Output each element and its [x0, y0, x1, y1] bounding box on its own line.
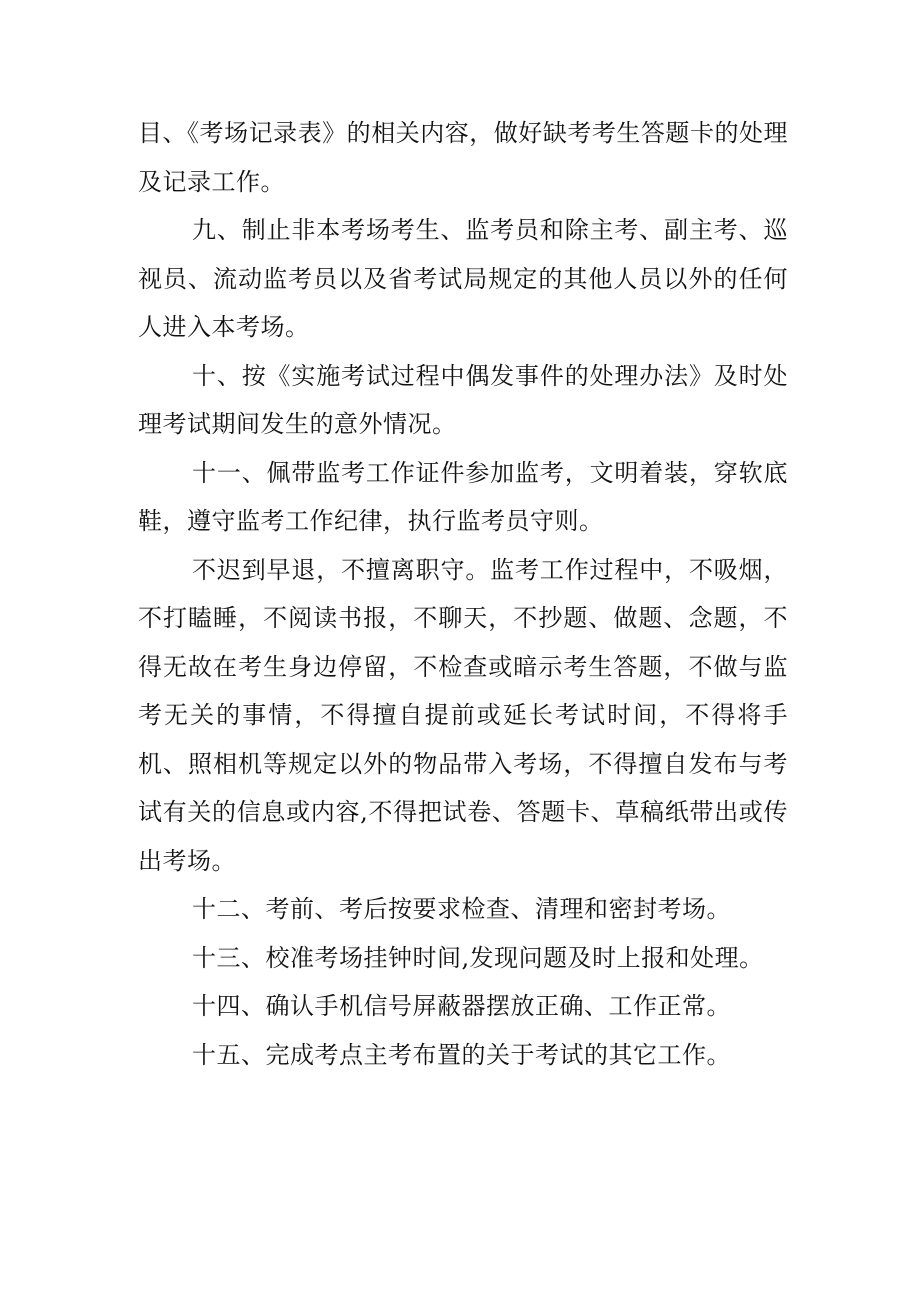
document-body [138, 109, 788, 1079]
paragraph-item-13: 十三、校准考场挂钟时间,发现问题及时上报和处理。 [192, 943, 764, 972]
paragraph-item-9: 九、制止非本考场考生、监考员和除主考、副主考、巡视员、流动监考员以及省考试局规定的其他人员以外的任何人进入本考场。 [138, 216, 788, 341]
paragraph-item-10: 十、按《实施考试过程中偶发事件的处理办法》及时处理考试期间发生的意外情况。 [138, 361, 788, 438]
paragraph-item-14: 十四、确认手机信号屏蔽器摆放正确、工作正常。 [192, 992, 731, 1020]
paragraph-continuation: 目、《考场记录表》的相关内容，做好缺考考生答题卡的处理及记录工作。 [138, 119, 788, 196]
paragraph-conduct-rules: 不迟到早退，不擅离职守。监考工作过程中，不吸烟，不打瞌睡，不阅读书报，不聊天，不抄题、做题、念题，不得无故在考生身边停留，不检查或暗示考生答题，不做与监考无关的事情，不得擅自提前或延长考试时间，不得将手机、照相机等规定以外的物品带入考场，不得擅自发布与考试有关的信息或内容,不得把试卷、答题卡、草稿纸带出或传出考场。 [138, 555, 788, 875]
paragraph-item-15: 十五、完成考点主考布置的关于考试的其它工作。 [192, 1040, 731, 1069]
paragraph-item-11: 十一、佩带监考工作证件参加监考，文明着装，穿软底鞋，遵守监考工作纪律，执行监考员守则。 [138, 458, 788, 535]
paragraph-item-12: 十二、考前、考后按要求检查、清理和密封考场。 [192, 895, 731, 923]
